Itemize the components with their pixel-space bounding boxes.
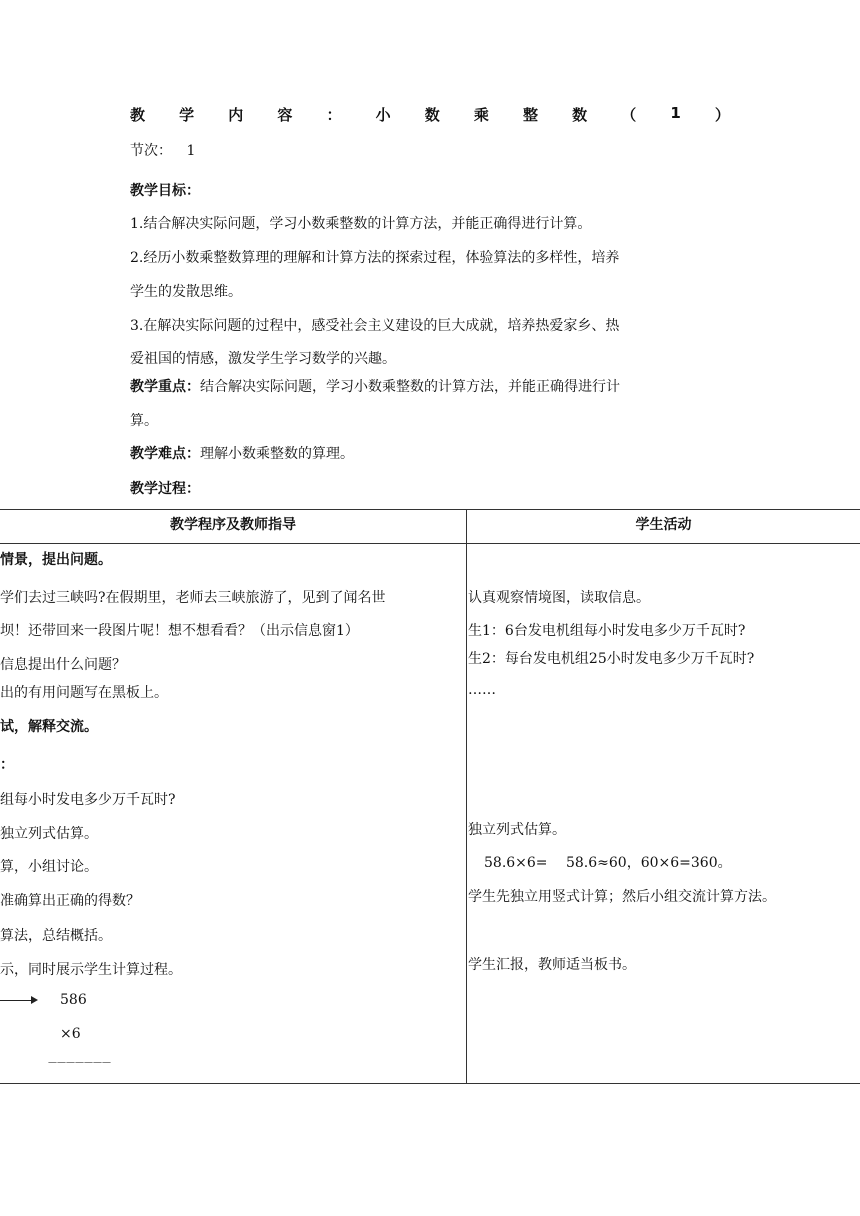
left-cell-line: 独立列式估算。 <box>0 826 98 842</box>
objective-line: 学生的发散思维。 <box>130 284 242 300</box>
left-cell-line: 学们去过三峡吗?在假期里，老师去三峡旅游了，见到了闻名世 <box>0 590 386 606</box>
objective-line: 3.在解决实际问题的过程中，感受社会主义建设的巨大成就，培养热爱家乡、热 <box>130 318 620 334</box>
left-cell-line: 坝！还带回来一段图片呢！想不想看看？（出示信息窗1） <box>0 623 359 639</box>
objective-line: 2.经历小数乘整数算理的理解和计算方法的探索过程，体验算法的多样性，培养 <box>130 250 620 266</box>
title-char: 内 <box>228 106 244 124</box>
left-cell-line: 组每小时发电多少万千瓦时? <box>0 792 176 808</box>
title-char: ： <box>326 106 342 124</box>
objective-line: 1.结合解决实际问题，学习小数乘整数的计算方法，并能正确得进行计算。 <box>130 216 592 232</box>
left-cell-line: 信息提出什么问题？ <box>0 657 126 673</box>
right-cell-line: 生2：每台发电机组25小时发电多少万千瓦时? <box>468 651 755 667</box>
left-cell-line: ： <box>0 757 14 773</box>
right-cell-line: 58.6×6= 58.6≈60，60×6=360。 <box>484 855 732 871</box>
key-point-label: 教学重点： <box>130 379 200 395</box>
left-cell-line: 示，同时展示学生计算过程。 <box>0 962 182 978</box>
title-char: 乘 <box>473 106 489 124</box>
difficulty <box>130 443 354 463</box>
title-char: （ <box>621 106 637 124</box>
right-cell-line: 学生汇报，教师适当板书。 <box>468 957 636 973</box>
table-border-bottom <box>0 1083 860 1084</box>
table-header-divider <box>0 543 860 544</box>
title-char: 学 <box>179 106 195 124</box>
title-char: 教 <box>130 106 146 124</box>
lesson-number-value: 1 <box>186 143 196 159</box>
left-cell-line: 准确算出正确的得数？ <box>0 893 140 909</box>
table-border-top <box>0 509 860 510</box>
lesson-number <box>130 140 195 160</box>
lesson-title <box>130 104 730 125</box>
right-cell-line: 生1：6台发电机组每小时发电多少万千瓦时? <box>468 623 746 639</box>
table-header-right: 学生活动 <box>635 517 692 533</box>
left-cell-line: 出的有用问题写在黑板上。 <box>0 685 168 701</box>
vertical-calc-multiplier: ×6 <box>60 1026 81 1042</box>
title-char: 1 <box>670 104 681 122</box>
right-cell-line: 认真观察情境图，读取信息。 <box>468 590 650 606</box>
table-header-left: 教学程序及教师指导 <box>170 517 296 533</box>
table-column-divider <box>466 509 467 1084</box>
vertical-calc-multiplicand: 586 <box>60 992 87 1008</box>
right-cell-line: …… <box>468 682 496 698</box>
key-point <box>130 376 620 396</box>
key-point-cont: 算。 <box>130 413 158 429</box>
title-char: 数 <box>424 106 440 124</box>
title-char: 数 <box>572 106 588 124</box>
objectives-heading: 教学目标： <box>130 183 200 199</box>
left-cell-line: 算法，总结概括。 <box>0 928 112 944</box>
title-char: 整 <box>523 106 539 124</box>
lesson-number-label: 节次： <box>130 143 172 159</box>
title-char: 小 <box>375 106 391 124</box>
objective-line: 爱祖国的情感，激发学生学习数学的兴趣。 <box>130 351 396 367</box>
vertical-calc-rule: ——————— <box>48 1058 111 1068</box>
process-heading: 教学过程： <box>130 481 200 497</box>
arrow-right-icon <box>0 1000 36 1001</box>
title-char: 容 <box>277 106 293 124</box>
right-cell-line: 学生先独立用竖式计算；然后小组交流计算方法。 <box>468 889 776 905</box>
title-char: ） <box>714 106 730 124</box>
key-point-text: 结合解决实际问题，学习小数乘整数的计算方法，并能正确得进行计 <box>200 379 620 395</box>
difficulty-label: 教学难点： <box>130 446 200 462</box>
difficulty-text: 理解小数乘整数的算理。 <box>200 446 354 462</box>
left-cell-line: 情景，提出问题。 <box>0 552 112 568</box>
right-cell-line: 独立列式估算。 <box>468 822 566 838</box>
left-cell-line: 算，小组讨论。 <box>0 859 98 875</box>
left-cell-line: 试，解释交流。 <box>0 719 98 735</box>
